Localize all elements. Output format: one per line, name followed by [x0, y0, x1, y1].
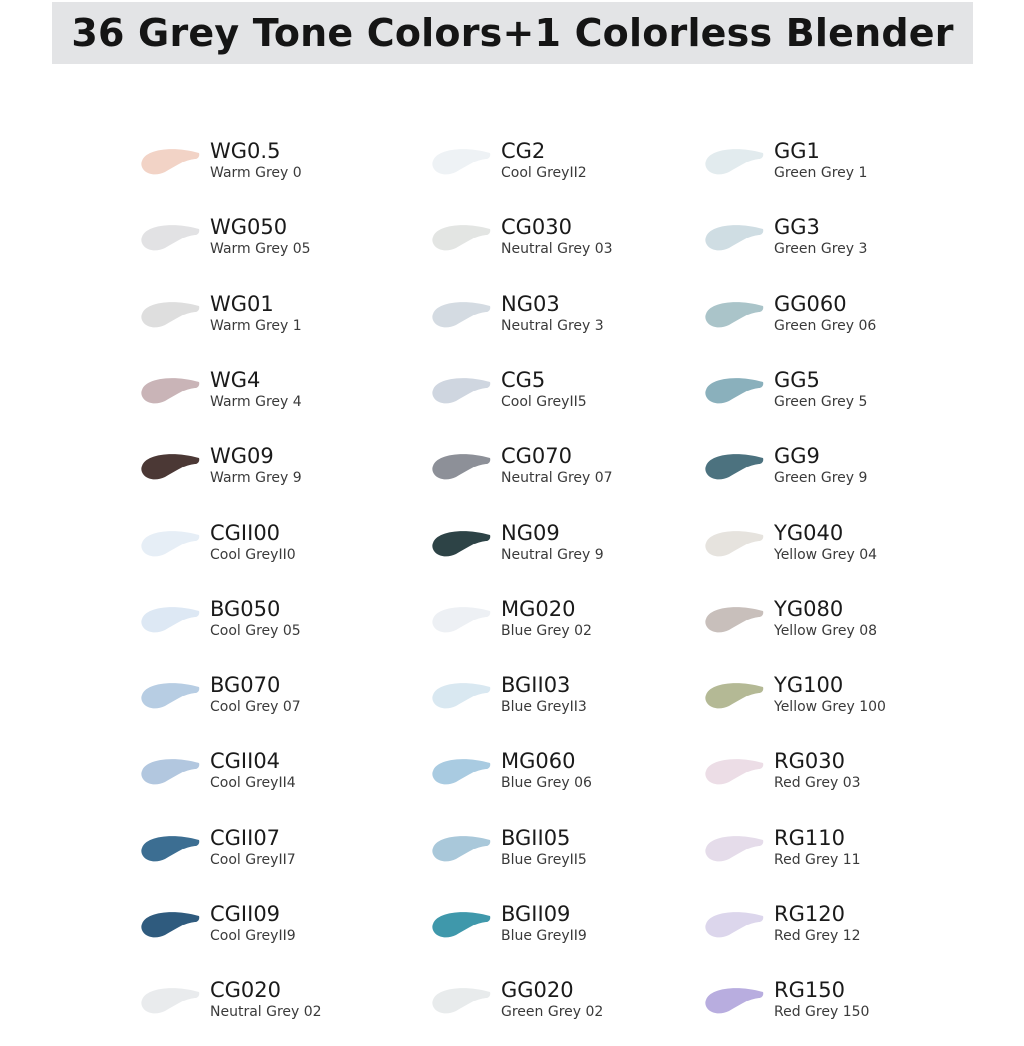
color-stroke-icon — [141, 452, 201, 488]
color-swatch-item — [705, 215, 965, 283]
color-code: CGII04 — [210, 749, 281, 773]
color-name: Red Grey 11 — [774, 852, 861, 868]
stroke-fill — [705, 607, 763, 632]
stroke-fill — [141, 225, 199, 250]
color-swatch-item — [432, 292, 692, 360]
stroke-fill — [432, 988, 490, 1013]
stroke-fill — [705, 836, 763, 861]
color-swatch-item — [141, 444, 401, 512]
color-stroke-icon — [705, 605, 765, 641]
color-name: Green Grey 06 — [774, 318, 877, 334]
color-code: BG070 — [210, 673, 281, 697]
color-swatch-item — [432, 749, 692, 817]
color-swatch-item — [705, 978, 965, 1046]
color-name: Cool GreyII0 — [210, 547, 296, 563]
stroke-fill — [705, 988, 763, 1013]
color-code: WG0.5 — [210, 139, 281, 163]
stroke-fill — [705, 683, 763, 708]
color-code: GG5 — [774, 368, 820, 392]
color-code: WG09 — [210, 444, 274, 468]
color-name: Warm Grey 1 — [210, 318, 302, 334]
stroke-fill — [141, 912, 199, 937]
color-stroke-icon — [705, 147, 765, 183]
color-stroke-icon — [432, 223, 492, 259]
color-name: Red Grey 150 — [774, 1004, 870, 1020]
color-swatch-item — [705, 749, 965, 817]
color-stroke-icon — [141, 986, 201, 1022]
color-name: Cool GreyII7 — [210, 852, 296, 868]
color-code: RG150 — [774, 978, 845, 1002]
color-name: Yellow Grey 100 — [774, 699, 886, 715]
color-name: Warm Grey 9 — [210, 470, 302, 486]
color-swatch-item — [432, 444, 692, 512]
color-name: Warm Grey 05 — [210, 241, 311, 257]
color-stroke-icon — [141, 376, 201, 412]
color-swatch-item — [705, 521, 965, 589]
stroke-fill — [141, 988, 199, 1013]
stroke-fill — [432, 378, 490, 403]
color-stroke-icon — [141, 910, 201, 946]
color-name: Warm Grey 4 — [210, 394, 302, 410]
color-swatch-item — [705, 597, 965, 665]
stroke-fill — [432, 607, 490, 632]
color-swatch-item — [705, 292, 965, 360]
color-code: GG3 — [774, 215, 820, 239]
color-stroke-icon — [432, 147, 492, 183]
color-swatch-item — [705, 444, 965, 512]
stroke-fill — [705, 302, 763, 327]
color-swatch-item — [141, 978, 401, 1046]
color-code: WG4 — [210, 368, 261, 392]
color-swatch-item — [141, 292, 401, 360]
color-code: RG030 — [774, 749, 845, 773]
color-stroke-icon — [141, 605, 201, 641]
stroke-fill — [705, 149, 763, 174]
color-code: BGII05 — [501, 826, 571, 850]
color-name: Neutral Grey 03 — [501, 241, 613, 257]
color-stroke-icon — [141, 223, 201, 259]
page-title: 36 Grey Tone Colors+1 Colorless Blender — [71, 11, 954, 55]
color-code: BGII03 — [501, 673, 571, 697]
stroke-fill — [705, 759, 763, 784]
color-code: RG110 — [774, 826, 845, 850]
color-stroke-icon — [432, 834, 492, 870]
stroke-fill — [705, 225, 763, 250]
color-name: Cool Grey 05 — [210, 623, 301, 639]
color-code: CG2 — [501, 139, 546, 163]
color-name: Yellow Grey 04 — [774, 547, 878, 563]
color-swatch-item — [705, 902, 965, 970]
color-name: Green Grey 1 — [774, 165, 868, 181]
color-stroke-icon — [705, 376, 765, 412]
color-swatch-item — [432, 673, 692, 741]
stroke-fill — [141, 378, 199, 403]
color-code: CG020 — [210, 978, 282, 1002]
stroke-fill — [141, 836, 199, 861]
color-name: Red Grey 03 — [774, 775, 861, 791]
stroke-fill — [141, 149, 199, 174]
color-name: Blue GreyII9 — [501, 928, 587, 944]
stroke-fill — [705, 531, 763, 556]
color-name: Cool GreyII2 — [501, 165, 587, 181]
color-code: CG070 — [501, 444, 573, 468]
color-name: Blue GreyII5 — [501, 852, 587, 868]
color-stroke-icon — [141, 147, 201, 183]
stroke-fill — [141, 302, 199, 327]
color-code: CGII09 — [210, 902, 281, 926]
color-stroke-icon — [432, 605, 492, 641]
color-stroke-icon — [705, 757, 765, 793]
stroke-fill — [141, 454, 199, 479]
color-name: Green Grey 5 — [774, 394, 868, 410]
color-code: GG9 — [774, 444, 820, 468]
color-name: Green Grey 3 — [774, 241, 868, 257]
color-code: CG5 — [501, 368, 546, 392]
color-code: CGII07 — [210, 826, 281, 850]
stroke-fill — [141, 759, 199, 784]
color-name: Yellow Grey 08 — [774, 623, 878, 639]
color-swatch-item — [705, 826, 965, 894]
color-swatch-item — [705, 673, 965, 741]
color-swatch-item — [141, 368, 401, 436]
color-swatch-item — [141, 215, 401, 283]
color-name: Blue Grey 06 — [501, 775, 592, 791]
stroke-fill — [705, 378, 763, 403]
color-swatch-item — [141, 902, 401, 970]
color-name: Blue Grey 02 — [501, 623, 592, 639]
color-code: BGII09 — [501, 902, 571, 926]
color-name: Blue GreyII3 — [501, 699, 587, 715]
color-code: MG020 — [501, 597, 576, 621]
color-code: WG050 — [210, 215, 288, 239]
color-swatch-item — [432, 521, 692, 589]
stroke-fill — [432, 454, 490, 479]
color-swatch-item — [432, 826, 692, 894]
color-stroke-icon — [141, 300, 201, 336]
color-stroke-icon — [705, 986, 765, 1022]
stroke-fill — [141, 531, 199, 556]
color-code: GG020 — [501, 978, 574, 1002]
color-stroke-icon — [141, 681, 201, 717]
color-code: YG080 — [774, 597, 844, 621]
color-stroke-icon — [432, 529, 492, 565]
color-code: NG03 — [501, 292, 560, 316]
color-code: YG100 — [774, 673, 844, 697]
color-name: Warm Grey 0 — [210, 165, 302, 181]
color-stroke-icon — [705, 529, 765, 565]
color-name: Cool Grey 07 — [210, 699, 301, 715]
color-name: Red Grey 12 — [774, 928, 861, 944]
color-stroke-icon — [432, 452, 492, 488]
color-stroke-icon — [432, 681, 492, 717]
color-swatch-item — [432, 139, 692, 207]
color-stroke-icon — [705, 681, 765, 717]
color-swatch-item — [141, 673, 401, 741]
stroke-fill — [432, 302, 490, 327]
color-code: RG120 — [774, 902, 845, 926]
color-stroke-icon — [705, 223, 765, 259]
stroke-fill — [705, 454, 763, 479]
color-swatch-item — [432, 215, 692, 283]
stroke-fill — [432, 531, 490, 556]
color-code: YG040 — [774, 521, 844, 545]
color-swatch-item — [432, 902, 692, 970]
color-stroke-icon — [432, 300, 492, 336]
color-swatch-item — [432, 597, 692, 665]
stroke-fill — [432, 683, 490, 708]
color-stroke-icon — [432, 910, 492, 946]
stroke-fill — [141, 607, 199, 632]
color-name: Neutral Grey 3 — [501, 318, 604, 334]
color-stroke-icon — [141, 529, 201, 565]
color-name: Cool GreyII4 — [210, 775, 296, 791]
stroke-fill — [432, 912, 490, 937]
color-code: MG060 — [501, 749, 576, 773]
color-code: GG1 — [774, 139, 820, 163]
color-code: CG030 — [501, 215, 573, 239]
color-stroke-icon — [141, 834, 201, 870]
color-stroke-icon — [432, 986, 492, 1022]
color-swatch-item — [141, 826, 401, 894]
color-name: Green Grey 02 — [501, 1004, 604, 1020]
color-swatch-item — [141, 749, 401, 817]
color-swatch-item — [141, 521, 401, 589]
color-swatch-item — [432, 368, 692, 436]
color-name: Green Grey 9 — [774, 470, 868, 486]
stroke-fill — [432, 759, 490, 784]
color-swatch-item — [705, 368, 965, 436]
color-code: GG060 — [774, 292, 847, 316]
color-name: Neutral Grey 07 — [501, 470, 613, 486]
color-stroke-icon — [705, 300, 765, 336]
color-code: BG050 — [210, 597, 281, 621]
stroke-fill — [432, 149, 490, 174]
color-stroke-icon — [141, 757, 201, 793]
stroke-fill — [432, 836, 490, 861]
color-stroke-icon — [705, 834, 765, 870]
color-name: Neutral Grey 02 — [210, 1004, 322, 1020]
color-name: Cool GreyII9 — [210, 928, 296, 944]
color-swatch-item — [432, 978, 692, 1046]
color-name: Cool GreyII5 — [501, 394, 587, 410]
stroke-fill — [141, 683, 199, 708]
stroke-fill — [705, 912, 763, 937]
color-stroke-icon — [705, 910, 765, 946]
color-code: WG01 — [210, 292, 274, 316]
color-swatch-item — [141, 597, 401, 665]
color-code: CGII00 — [210, 521, 281, 545]
color-swatch-item — [705, 139, 965, 207]
color-name: Neutral Grey 9 — [501, 547, 604, 563]
color-code: NG09 — [501, 521, 560, 545]
color-swatch-item — [141, 139, 401, 207]
color-stroke-icon — [705, 452, 765, 488]
color-stroke-icon — [432, 376, 492, 412]
stroke-fill — [432, 225, 490, 250]
color-stroke-icon — [432, 757, 492, 793]
